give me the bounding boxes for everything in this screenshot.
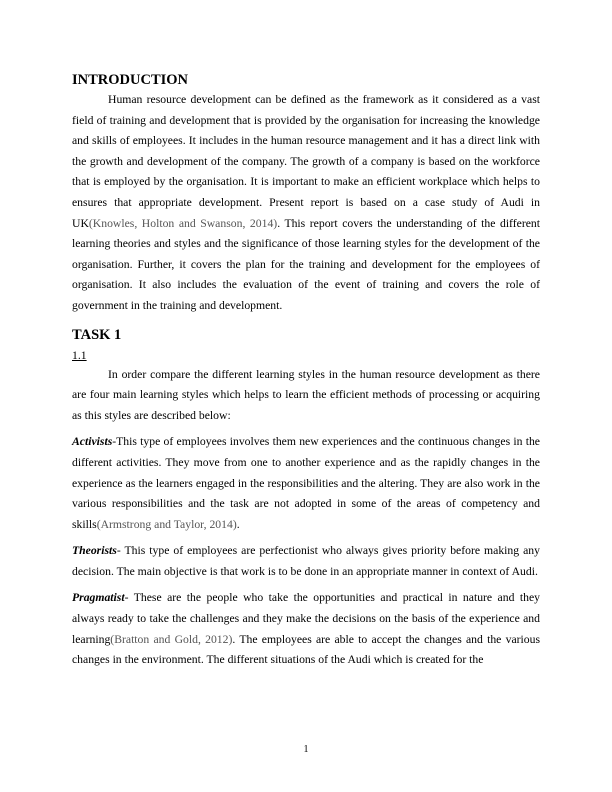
activists-term: Activists	[72, 435, 113, 449]
theorists-term: Theorists	[72, 544, 117, 558]
page-number: 1	[303, 744, 309, 755]
activists-paragraph	[72, 432, 540, 535]
pragmatist-text-a: - These are the people who take the opportunities and practical in nature and they always ready to take the challenges and they make the decisions on the basis of the experience and learning	[72, 591, 540, 646]
page-content	[72, 70, 540, 671]
section-number-1-1: 1.1	[72, 348, 87, 362]
theorists-text: - This type of employees are perfectionist who always gives priority before making any decision. The main objective is that work is to be done in an appropriate manner in context of Audi.	[72, 544, 540, 578]
pragmatist-term: Pragmatist	[72, 591, 125, 605]
learning-styles-intro: In order compare the different learning styles in the human resource development as there are four main learning styles which helps to learn the efficient methods of processing or acquiring as this styles are described below:	[72, 367, 540, 422]
task1-heading: TASK 1	[72, 326, 122, 343]
pragmatist-text-b: . The employees are able to accept the changes and the various changes in the environment. The different situations of the Audi which is created for the	[72, 632, 541, 667]
citation-knowles: (Knowles, Holton and Swanson, 2014)	[88, 216, 278, 230]
introduction-heading: INTRODUCTION	[72, 72, 189, 88]
activists-text-b: .	[236, 517, 240, 531]
intro-text-b: . This report covers the understanding of the different learning theories and styles and the significance of those learning styles for the development of the organisation. Further, it covers the plan for the training and development for the employees of organisation. It also includes the evaluation of the event of training and covers the role of government in the training and development.	[72, 216, 540, 312]
pragmatist-paragraph	[72, 588, 540, 670]
citation-armstrong: (Armstrong and Taylor, 2014)	[96, 517, 237, 531]
introduction-paragraph	[72, 90, 540, 317]
intro-text-a: Human resource development can be defined as the framework as it considered as a vast field of training and development that is provided by the organisation for increasing the knowledge and skills of employees. It includes in the human resource management and it has a direct link with the growth and development of the company. The growth of a company is based on the workforce that is employed by the organisation. It is important to make an efficient workplace which helps to ensures that appropriate development. Present report is based on a case study of Audi in UK	[72, 93, 540, 230]
theorists-paragraph	[72, 541, 540, 582]
activists-text-a: -This type of employees involves them new experiences and the continuous changes in the different activities. They move from one to another experience and as the rapidly changes in the experience as the learners engaged in the responsibilities and the altering. They are also work in the various responsibilities and the task are not adopted in some of the areas of competency and skills	[72, 435, 540, 531]
citation-bratton: (Bratton and Gold, 2012)	[110, 632, 233, 646]
